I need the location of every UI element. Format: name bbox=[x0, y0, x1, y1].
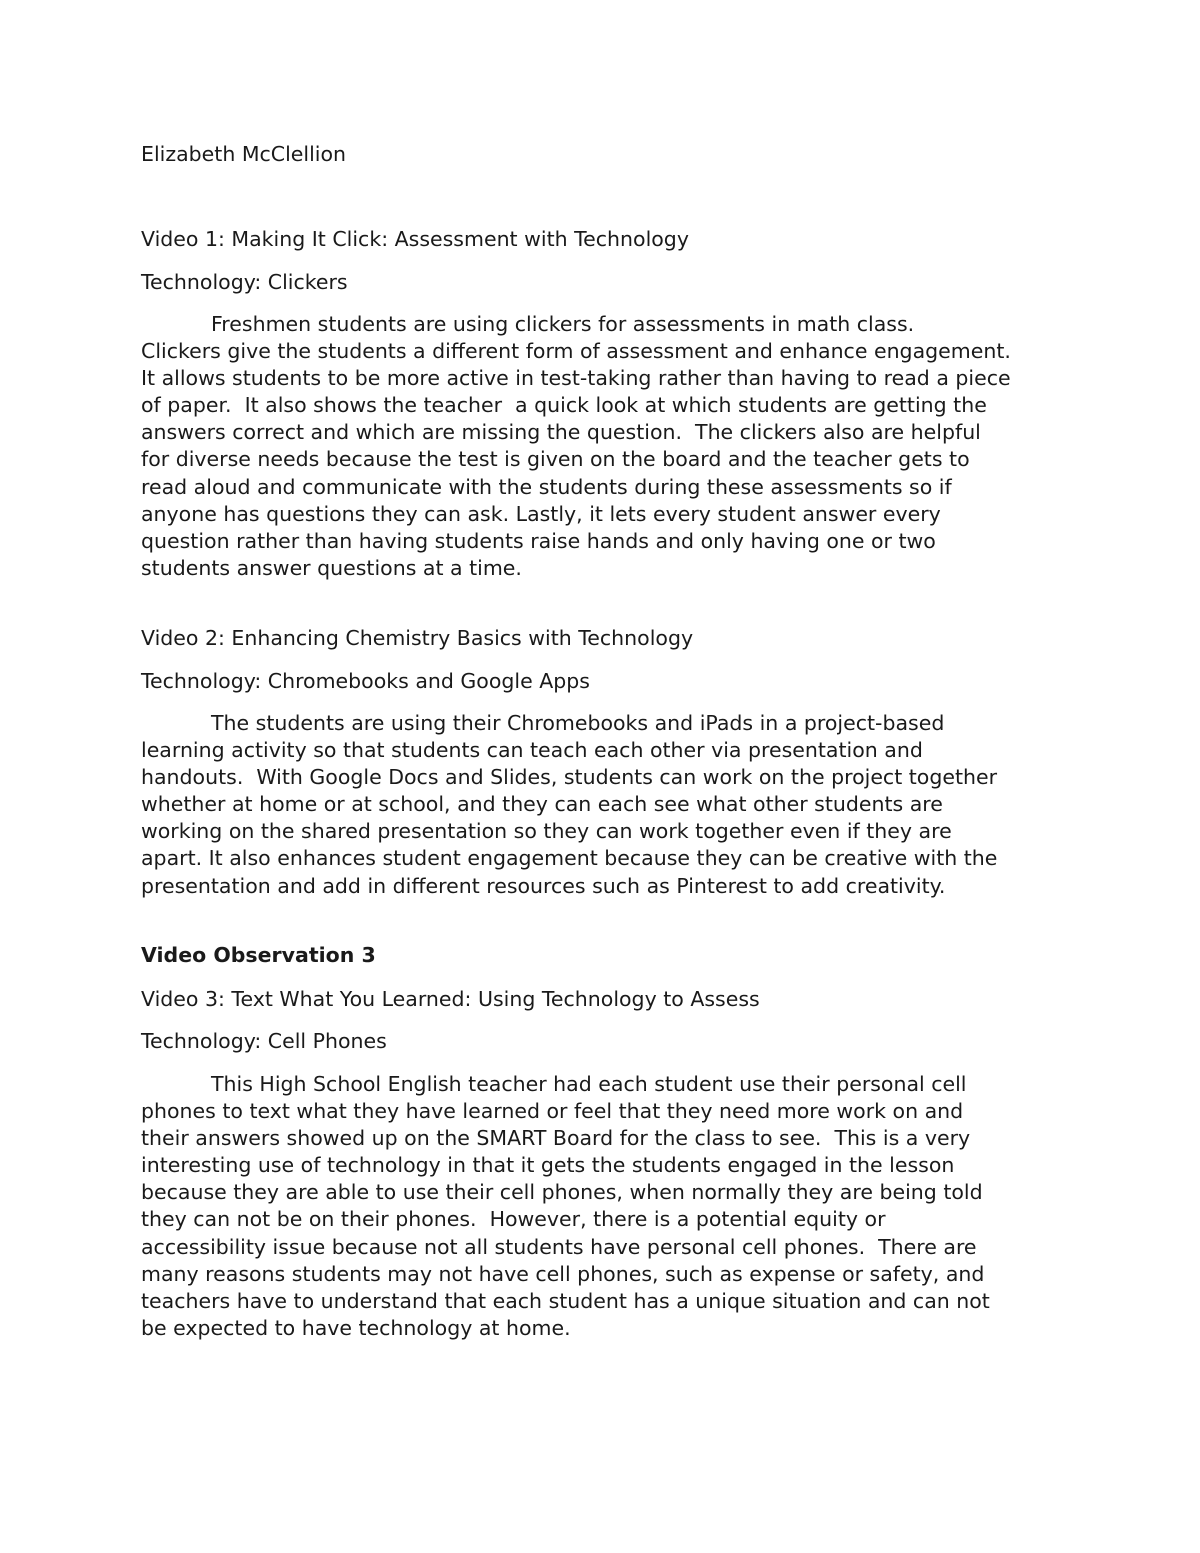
video-3-technology: Technology: Cell Phones bbox=[141, 1029, 387, 1053]
paragraph-line: for diverse needs because the test is given on the board and the teacher gets to bbox=[141, 447, 970, 472]
paragraph-line: learning activity so that students can teach each other via presentation and bbox=[141, 738, 923, 763]
video-1-title: Video 1: Making It Click: Assessment with Technology bbox=[141, 227, 689, 251]
video-3-title: Video 3: Text What You Learned: Using Technology to Assess bbox=[141, 987, 760, 1011]
paragraph-line: question rather than having students raise hands and only having one or two bbox=[141, 528, 936, 553]
paragraph-line: phones to text what they have learned or feel that they need more work on and bbox=[141, 1099, 964, 1124]
paragraph-line: interesting use of technology in that it gets the students engaged in the lesson bbox=[141, 1153, 955, 1178]
paragraph-line: because they are able to use their cell phones, when normally they are being told bbox=[141, 1180, 983, 1205]
video-2-paragraph bbox=[141, 710, 1071, 900]
paragraph-line: teachers have to understand that each student has a unique situation and can not bbox=[141, 1288, 990, 1313]
video-3-paragraph bbox=[141, 1071, 1071, 1342]
paragraph-line: Clickers give the students a different form of assessment and enhance engagement. bbox=[141, 339, 1011, 364]
author-name: Elizabeth McClellion bbox=[141, 142, 347, 166]
paragraph-line: The students are using their Chromebooks and iPads in a project-based bbox=[211, 711, 945, 735]
paragraph-line: whether at home or at school, and they can each see what other students are bbox=[141, 792, 943, 817]
paragraph-line: read aloud and communicate with the students during these assessments so if bbox=[141, 474, 952, 499]
paragraph-line: apart. It also enhances student engagement because they can be creative with the bbox=[141, 846, 998, 871]
video-1-technology: Technology: Clickers bbox=[141, 270, 348, 294]
paragraph-line: This High School English teacher had each student use their personal cell bbox=[211, 1072, 967, 1096]
paragraph-line: they can not be on their phones. However, there is a potential equity or bbox=[141, 1207, 886, 1232]
video-2-title: Video 2: Enhancing Chemistry Basics with Technology bbox=[141, 626, 694, 650]
paragraph-line: presentation and add in different resources such as Pinterest to add creativity. bbox=[141, 873, 946, 898]
paragraph-line: their answers showed up on the SMART Board for the class to see. This is a very bbox=[141, 1126, 971, 1151]
video-2-technology: Technology: Chromebooks and Google Apps bbox=[141, 669, 590, 693]
paragraph-line: It allows students to be more active in test-taking rather than having to read a piece bbox=[141, 366, 1011, 391]
paragraph-line: handouts. With Google Docs and Slides, students can work on the project together bbox=[141, 765, 998, 790]
paragraph-line: working on the shared presentation so they can work together even if they are bbox=[141, 819, 952, 844]
paragraph-line: answers correct and which are missing the question. The clickers also are helpful bbox=[141, 420, 981, 445]
paragraph-line: anyone has questions they can ask. Lastly, it lets every student answer every bbox=[141, 501, 941, 526]
paragraph-line: Freshmen students are using clickers for assessments in math class. bbox=[211, 312, 915, 336]
paragraph-line: accessibility issue because not all students have personal cell phones. There are bbox=[141, 1234, 977, 1259]
paragraph-line: many reasons students may not have cell phones, such as expense or safety, and bbox=[141, 1261, 985, 1286]
paragraph-line: of paper. It also shows the teacher a quick look at which students are getting the bbox=[141, 393, 987, 418]
paragraph-line: students answer questions at a time. bbox=[141, 555, 522, 580]
section-3-heading: Video Observation 3 bbox=[141, 943, 376, 967]
video-1-paragraph bbox=[141, 311, 1071, 582]
paragraph-line: be expected to have technology at home. bbox=[141, 1315, 571, 1340]
